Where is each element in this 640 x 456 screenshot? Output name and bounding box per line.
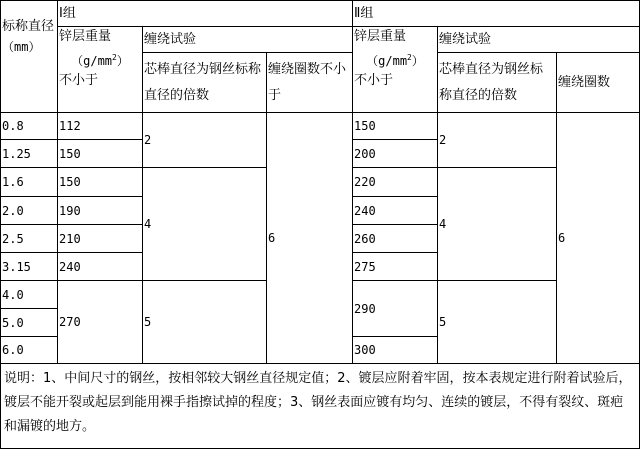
g1-mandrel-cell: 2 — [143, 113, 267, 168]
g1-zinc-weight-unit: $(g/mm^2)$ — [71, 53, 129, 68]
g2-turns-cell: 6 — [557, 113, 640, 364]
diameter-label: 标称直径 — [2, 19, 55, 34]
g2-weight-cell: 260 — [353, 225, 438, 253]
g2-weight-cell: 200 — [353, 140, 438, 168]
g1-mandrel-cell: 4 — [143, 168, 267, 281]
g1-zinc-weight-header — [58, 27, 143, 113]
diameter-cell: 0.8 — [1, 113, 58, 140]
g1-mandrel-cell: 5 — [143, 281, 267, 364]
diameter-cell: 1.25 — [1, 140, 58, 168]
g1-weight-cell: 150 — [58, 168, 143, 197]
g1-weight-cell: 112 — [58, 113, 143, 140]
g2-zinc-weight-label: 锌层重量 — [354, 29, 407, 44]
group1-header: Ⅰ组 — [58, 1, 353, 27]
g2-weight-cell: 220 — [353, 168, 438, 197]
g1-mandrel-header: 芯棒直径为钢丝标称直径的倍数 — [143, 53, 267, 113]
g2-zinc-weight-unit: $(g/mm^2)$ — [366, 53, 424, 68]
g2-turns-header: 缠绕圈数 — [557, 53, 640, 113]
g2-mandrel-header: 芯棒直径为钢丝标称直径的倍数 — [438, 53, 557, 113]
g2-mandrel-cell: 5 — [438, 281, 557, 364]
g2-mandrel-cell: 2 — [438, 113, 557, 168]
g1-weight-cell: 150 — [58, 140, 143, 168]
g1-weight-cell: 240 — [58, 253, 143, 281]
diameter-cell: 2.0 — [1, 197, 58, 225]
diameter-cell: 4.0 — [1, 281, 58, 309]
diameter-cell: 1.6 — [1, 168, 58, 197]
g1-turns-cell: 6 — [267, 113, 353, 364]
table-note: 说明：1、中间尺寸的钢丝，按相邻较大钢丝直径规定值；2、镀层应附着牢固，按本表规定进行附着试验后，镀层不能开裂或起层到能用裸手指擦试掉的程度；3、钢丝表面应镀有均匀、连续的镀层，不得有裂纹、斑疤和漏镀的地方。 — [1, 364, 640, 449]
g2-weight-cell: 300 — [353, 337, 438, 364]
g2-mandrel-cell: 4 — [438, 168, 557, 281]
diameter-header — [1, 1, 58, 113]
diameter-unit: （mm） — [2, 40, 41, 54]
g2-weight-cell: 240 — [353, 197, 438, 225]
diameter-cell: 2.5 — [1, 225, 58, 253]
diameter-cell: 6.0 — [1, 337, 58, 364]
g2-weight-cell: 150 — [353, 113, 438, 140]
g1-weight-cell: 190 — [58, 197, 143, 225]
diameter-cell: 3.15 — [1, 253, 58, 281]
g2-weight-cell: 290 — [353, 281, 438, 337]
g1-weight-cell: 210 — [58, 225, 143, 253]
g1-zinc-weight-label: 锌层重量 — [59, 29, 112, 44]
group2-header: Ⅱ组 — [353, 1, 640, 27]
g2-zinc-weight-min: 不小于 — [354, 73, 394, 88]
g2-wrap-test-header: 缠绕试验 — [438, 27, 640, 53]
g1-turns-header: 缠绕圈数不小于 — [267, 53, 353, 113]
g1-zinc-weight-min: 不小于 — [59, 73, 99, 88]
g2-zinc-weight-header — [353, 27, 438, 113]
g1-wrap-test-header: 缠绕试验 — [143, 27, 353, 53]
g1-weight-cell: 270 — [58, 281, 143, 364]
g2-weight-cell: 275 — [353, 253, 438, 281]
diameter-cell: 5.0 — [1, 309, 58, 337]
